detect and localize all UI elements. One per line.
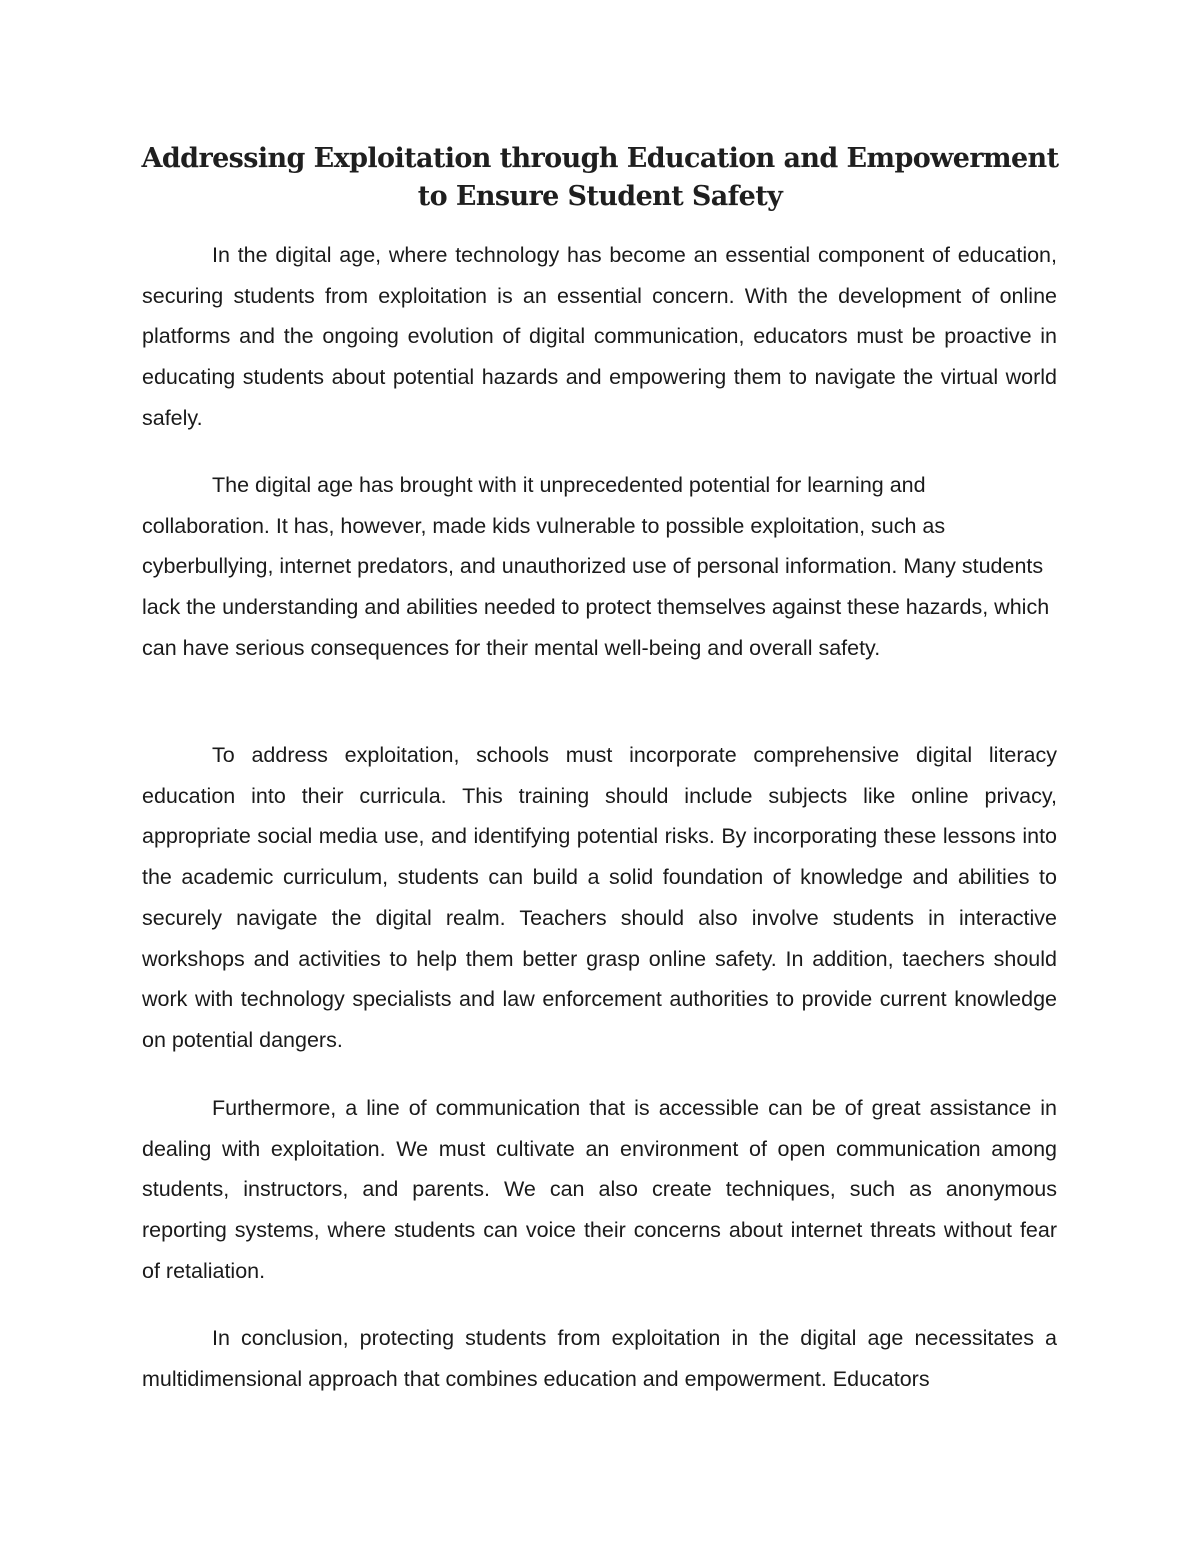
paragraph-vulnerability: The digital age has brought with it unprecedented potential for learning and collaboration. It has, however, made kids vulnerable to possible exploitation, such as cyberbullying, internet predators, and unauthorized use of personal information. Many students lack the understanding and abilities needed to protect themselves against these hazards, which can have serious consequences for their mental well-being and overall safety. (142, 473, 1050, 660)
document-title: Addressing Exploitation through Education and Empowerment to Ensure Student Safety (141, 143, 1059, 212)
paragraph-communication: Furthermore, a line of communication that is accessible can be of great assistance in dealing with exploitation. We must cultivate an environment of open communication among students, instructors, and parents. We can also create techniques, such as anonymous reporting systems, where students can voice their concerns about internet threats without fear of retaliation. (142, 1096, 1057, 1283)
paragraph-intro: In the digital age, where technology has become an essential component of education, securing students from exploitation is an essential concern. With the development of online platforms and the ongoing evolution of digital communication, educators must be proactive in educating students about potential hazards and empowering them to navigate the virtual world safely. (142, 243, 1057, 430)
paragraph-digital-literacy: To address exploitation, schools must incorporate comprehensive digital literacy education into their curricula. This training should include subjects like online privacy, appropriate social media use, and identifying potential risks. By incorporating these lessons into the academic curriculum, students can build a solid foundation of knowledge and abilities to securely navigate the digital realm. Teachers should also involve students in interactive workshops and activities to help them better grasp online safety. In addition, taechers should work with technology specialists and law enforcement authorities to provide current knowledge on potential dangers. (142, 743, 1057, 1052)
paragraph-conclusion: In conclusion, protecting students from exploitation in the digital age necessitates a multidimensional approach that combines education and empowerment. Educators (142, 1326, 1057, 1391)
